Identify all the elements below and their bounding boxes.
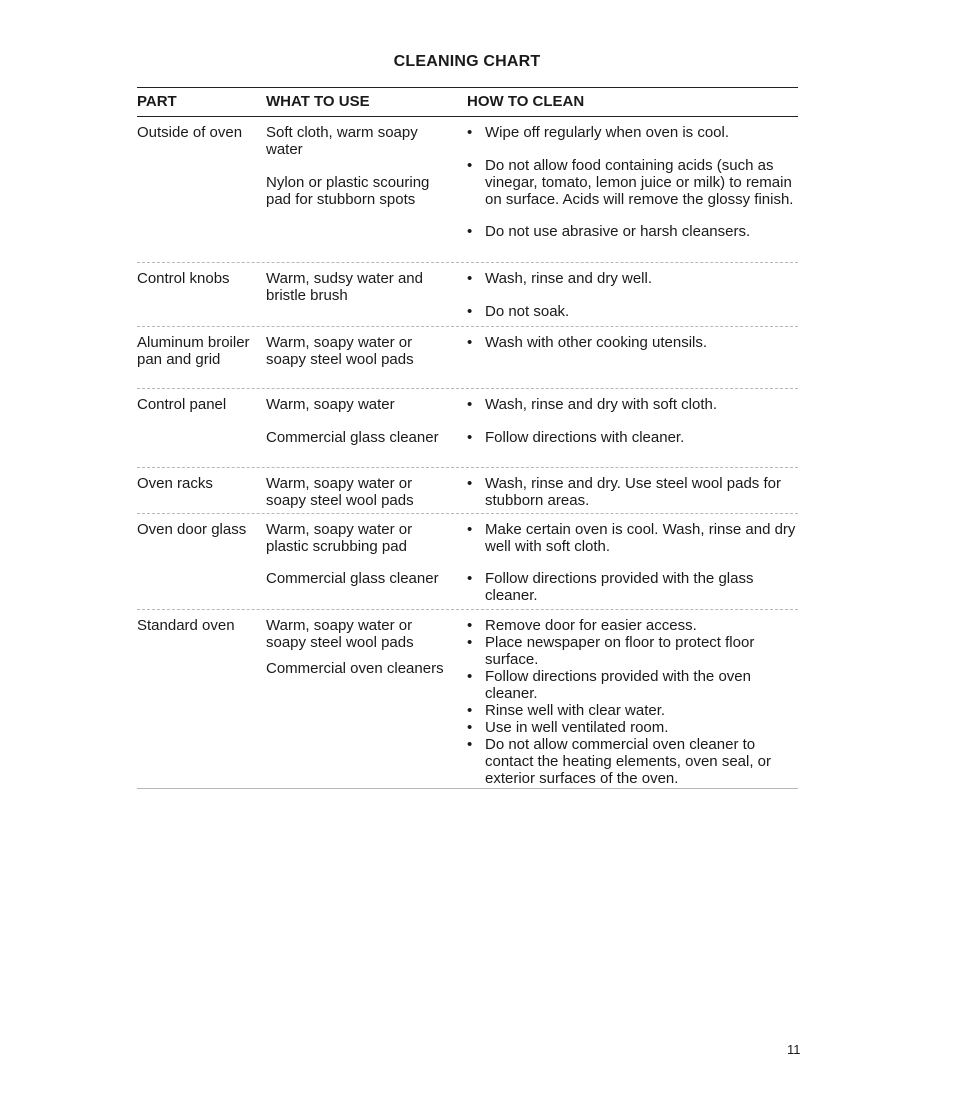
table-header xyxy=(137,87,798,117)
how-item: • Make certain oven is cool. Wash, rinse and dry well with soft cloth. xyxy=(467,521,803,555)
use-item: Commercial glass cleaner xyxy=(266,429,439,446)
row-what-to-use xyxy=(266,475,456,509)
row-part: Control knobs xyxy=(137,270,230,287)
how-item: • Follow directions provided with the oven cleaner. xyxy=(467,668,803,702)
how-item: • Wash with other cooking utensils. xyxy=(467,334,803,351)
table-row xyxy=(137,327,798,389)
use-item: Commercial oven cleaners xyxy=(266,660,444,677)
row-how-to-clean xyxy=(467,521,803,604)
use-item: Warm, soapy water or soapy steel wool pads xyxy=(266,617,414,651)
use-item: Warm, soapy water or soapy steel wool pads xyxy=(266,334,414,368)
how-item: • Use in well ventilated room. xyxy=(467,719,803,736)
how-item: • Wash, rinse and dry well. xyxy=(467,270,803,287)
how-item: • Wipe off regularly when oven is cool. xyxy=(467,124,803,141)
table-row xyxy=(137,610,798,789)
how-item: • Follow directions with cleaner. xyxy=(467,429,803,446)
row-how-to-clean xyxy=(467,334,803,351)
row-what-to-use xyxy=(266,396,456,446)
how-item: • Wash, rinse and dry with soft cloth. xyxy=(467,396,803,413)
how-item: • Do not use abrasive or harsh cleansers. xyxy=(467,223,803,240)
row-part: Oven door glass xyxy=(137,521,247,538)
use-item: Warm, sudsy water and bristle brush xyxy=(266,270,423,304)
row-how-to-clean xyxy=(467,124,803,240)
row-how-to-clean xyxy=(467,396,803,446)
use-item: Warm, soapy water xyxy=(266,396,395,413)
cleaning-table xyxy=(137,87,798,789)
table-row xyxy=(137,389,798,468)
use-item: Warm, soapy water or soapy steel wool pads xyxy=(266,475,414,509)
row-how-to-clean xyxy=(467,270,803,320)
page-number: 11 xyxy=(787,1042,801,1057)
row-part: Aluminum broiler pan and grid xyxy=(137,334,250,368)
how-item: • Do not allow commercial oven cleaner to contact the heating elements, oven seal, or exterior surfaces of the oven. xyxy=(467,736,803,787)
table-row xyxy=(137,263,798,327)
how-item: • Do not soak. xyxy=(467,303,803,320)
use-item: Commercial glass cleaner xyxy=(266,570,439,587)
table-row xyxy=(137,468,798,514)
table-row xyxy=(137,514,798,610)
table-row xyxy=(137,117,798,263)
use-item: Warm, soapy water or plastic scrubbing pad xyxy=(266,521,413,555)
how-item: • Do not allow food containing acids (such as vinegar, tomato, lemon juice or milk) to remain on surface. Acids will remove the glossy finish. xyxy=(467,157,803,208)
row-how-to-clean xyxy=(467,617,803,787)
chart-title: CLEANING CHART xyxy=(393,53,541,70)
row-what-to-use xyxy=(266,270,456,304)
how-item: • Rinse well with clear water. xyxy=(467,702,803,719)
row-part: Standard oven xyxy=(137,617,235,634)
how-item: • Follow directions provided with the glass cleaner. xyxy=(467,570,803,604)
row-part: Control panel xyxy=(137,396,227,413)
use-item: Soft cloth, warm soapy water xyxy=(266,124,418,158)
how-item: • Place newspaper on floor to protect floor surface. xyxy=(467,634,803,668)
header-what-to-use: WHAT TO USE xyxy=(266,93,370,110)
row-what-to-use xyxy=(266,617,456,677)
row-what-to-use xyxy=(266,334,456,368)
use-item: Nylon or plastic scouring pad for stubborn spots xyxy=(266,174,430,208)
how-item: • Remove door for easier access. xyxy=(467,617,803,634)
header-part: PART xyxy=(137,93,177,110)
row-how-to-clean xyxy=(467,475,803,509)
row-part: Outside of oven xyxy=(137,124,243,141)
row-part: Oven racks xyxy=(137,475,213,492)
how-item: • Wash, rinse and dry. Use steel wool pads for stubborn areas. xyxy=(467,475,803,509)
row-what-to-use xyxy=(266,521,456,587)
row-what-to-use xyxy=(266,124,456,208)
header-how-to-clean: HOW TO CLEAN xyxy=(467,93,585,110)
